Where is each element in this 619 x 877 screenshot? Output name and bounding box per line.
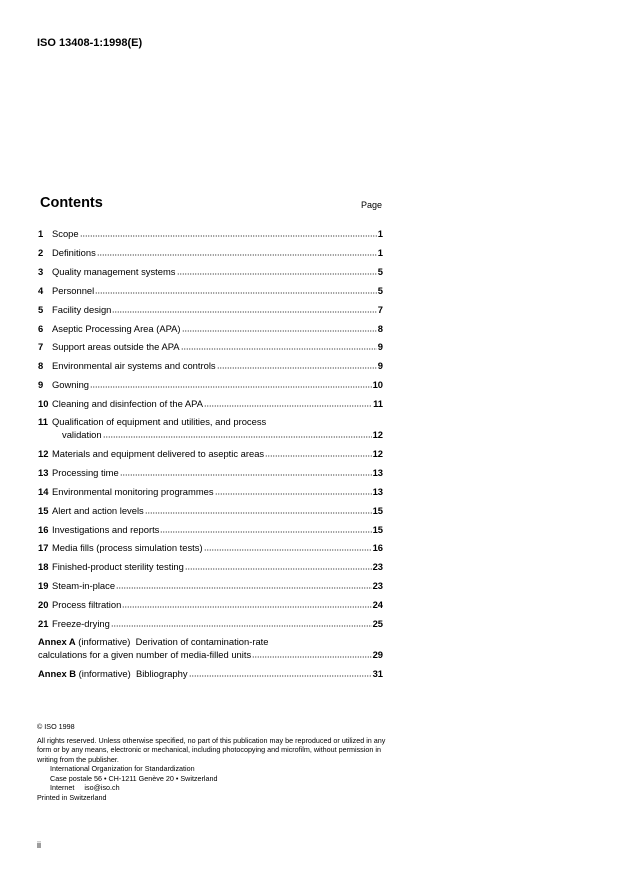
toc-annex-entry[interactable] — [38, 636, 383, 661]
toc-entry-page: 25 — [372, 618, 383, 629]
annex-label: Annex A — [38, 635, 76, 647]
toc-entry-title-cont: validation — [62, 429, 102, 440]
toc-entry-page: 1 — [377, 228, 383, 239]
toc-leader-dots — [265, 447, 371, 457]
toc-entry-title: Quality management systems — [52, 265, 176, 277]
toc-entry[interactable] — [38, 523, 383, 536]
annex-type: (informative) — [78, 635, 131, 647]
toc-entry-number: 2 — [38, 246, 44, 258]
printed-in: Printed in Switzerland — [37, 792, 107, 802]
toc-entry-number: 1 — [38, 228, 44, 239]
toc-entry[interactable] — [38, 284, 383, 297]
toc-entry-page: 23 — [372, 561, 383, 573]
toc-entry[interactable] — [38, 359, 383, 372]
toc-entry-title: Materials and equipment delivered to aseptic areas — [52, 447, 265, 459]
toc-entry-number: 9 — [38, 379, 44, 391]
toc-leader-dots — [181, 340, 377, 350]
toc-entry-page: 13 — [372, 466, 383, 478]
toc-entry-number: 16 — [38, 523, 49, 535]
toc-entry-title: Environmental monitoring programmes — [52, 485, 214, 497]
toc-entry-title: Finished-product sterility testing — [52, 561, 184, 573]
toc-entry-title: Personnel — [52, 284, 95, 296]
toc-entry-title: Aseptic Processing Area (APA) — [52, 322, 181, 334]
toc-leader-dots — [217, 359, 377, 369]
toc-entry-number: 11 — [38, 416, 48, 427]
toc-entry-number: 10 — [38, 398, 49, 410]
toc-entry[interactable] — [38, 485, 383, 498]
toc-entry-number: 8 — [38, 360, 44, 372]
toc-entry[interactable] — [38, 560, 383, 573]
toc-entry-page: 29 — [372, 648, 383, 660]
toc-entry[interactable] — [38, 397, 383, 410]
toc-entry[interactable] — [38, 340, 383, 353]
toc-entry-number: 20 — [38, 599, 49, 611]
toc-entry[interactable] — [38, 322, 383, 335]
annex-title: Bibliography — [135, 667, 188, 679]
toc-entry[interactable] — [38, 227, 383, 240]
toc-leader-dots — [111, 617, 372, 627]
toc-entry[interactable] — [38, 378, 383, 391]
toc-entry[interactable] — [38, 416, 383, 441]
org-internet — [37, 783, 387, 793]
toc-leader-dots — [189, 667, 372, 677]
toc-entry-number: 12 — [38, 447, 49, 459]
toc-entry-page: 12 — [372, 429, 383, 440]
toc-entry-title: Support areas outside the APA — [52, 341, 180, 353]
toc-leader-dots — [103, 428, 372, 438]
toc-leader-dots — [112, 303, 376, 313]
toc-entry-number: 6 — [38, 322, 44, 334]
toc-entry-number: 3 — [38, 265, 44, 277]
toc-entry-page: 5 — [377, 265, 383, 277]
toc-entry-page: 15 — [372, 523, 383, 535]
toc-entry-page: 13 — [372, 485, 383, 497]
toc-entry-title: Media fills (process simulation tests) — [52, 542, 203, 554]
toc-entry-page: 10 — [372, 379, 383, 391]
toc-entry-number: 5 — [38, 303, 44, 315]
toc-leader-dots — [116, 579, 372, 589]
toc-leader-dots — [80, 227, 377, 237]
toc-leader-dots — [204, 397, 372, 407]
toc-entry[interactable] — [38, 541, 383, 554]
toc-entry-title: Facility design — [52, 303, 112, 315]
toc-entry-number: 13 — [38, 466, 49, 478]
toc-entry-page: 9 — [377, 341, 383, 353]
toc-entry-page: 7 — [377, 303, 383, 315]
toc-entry-title: Steam-in-place — [52, 580, 116, 592]
toc-entry-page: 9 — [377, 360, 383, 372]
copyright-line: © ISO 1998 — [37, 722, 75, 731]
toc-leader-dots — [160, 523, 371, 533]
toc-leader-dots — [204, 541, 372, 551]
toc-entry-title: Gowning — [52, 379, 90, 391]
toc-leader-dots — [252, 648, 371, 658]
toc-entry-title: Process filtration — [52, 599, 122, 611]
toc-entry[interactable] — [38, 617, 383, 630]
org-name: International Organization for Standardization — [50, 764, 195, 773]
internet-label: Internet — [50, 783, 75, 792]
toc-entry-page: 8 — [377, 322, 383, 334]
toc-entry[interactable] — [38, 598, 383, 611]
page-number: ii — [37, 840, 41, 850]
toc-entry-number: 21 — [38, 618, 49, 629]
toc-entry-number: 14 — [38, 485, 49, 497]
toc-leader-dots — [182, 322, 377, 332]
annex-title: Derivation of contamination-rate — [135, 635, 269, 647]
toc-entry-number: 4 — [38, 284, 44, 296]
toc-entry[interactable] — [38, 466, 383, 479]
toc-leader-dots — [215, 485, 372, 495]
toc-entry-page: 12 — [372, 447, 383, 459]
document-id: ISO 13408-1:1998(E) — [37, 37, 143, 49]
copyright-notice — [37, 722, 387, 802]
toc-entry[interactable] — [38, 579, 383, 592]
toc-entry-title: Processing time — [52, 466, 119, 478]
toc-entry-title: Definitions — [52, 246, 96, 258]
org-address: Case postale 56 • CH-1211 Genève 20 • Switzerland — [50, 773, 218, 783]
annex-label: Annex B — [38, 667, 77, 679]
page-column-label: Page — [361, 200, 383, 210]
toc-entry-title: Environmental air systems and controls — [52, 360, 216, 372]
toc-entry-title: Freeze-drying — [52, 618, 110, 629]
toc-entry-title: Cleaning and disinfection of the APA — [52, 398, 203, 410]
toc-entry-page: 23 — [372, 580, 383, 592]
toc-leader-dots — [120, 466, 372, 476]
toc-entry-page: 16 — [372, 542, 383, 554]
toc-annex-entry[interactable] — [38, 667, 383, 680]
toc-entry-page: 24 — [372, 599, 383, 611]
toc-entry-number: 15 — [38, 504, 49, 516]
toc-leader-dots — [177, 265, 377, 275]
annex-type: (informative) — [78, 667, 131, 679]
internet-email[interactable]: iso@iso.ch — [84, 783, 120, 792]
toc-entry-page: 1 — [377, 246, 383, 258]
toc-entry-page: 15 — [372, 504, 383, 516]
toc-leader-dots — [90, 378, 372, 388]
toc-entry-number: 19 — [38, 580, 49, 592]
toc-entry[interactable] — [38, 246, 383, 259]
toc-leader-dots — [97, 246, 377, 256]
annex-title-cont: calculations for a given number of media-filled units — [38, 648, 252, 660]
toc-entry-page: 31 — [372, 667, 383, 679]
toc-entry[interactable] — [38, 265, 383, 278]
toc-entry-number: 7 — [38, 341, 44, 353]
toc-entry-title: Qualification of equipment and utilities, and process — [52, 416, 267, 427]
toc-entry-title: Investigations and reports — [52, 523, 160, 535]
toc-entry[interactable] — [38, 447, 383, 460]
toc-entry-number: 18 — [38, 561, 49, 573]
toc-entry-page: 5 — [377, 284, 383, 296]
toc-entry-page: 11 — [373, 398, 383, 410]
toc-leader-dots — [95, 284, 377, 294]
rights-statement: All rights reserved. Unless otherwise specified, no part of this publication may be reproduced or utilized in any form or by any means, electronic or mechanical, including photocopying and microfilm, without permission in writing from the publisher. — [37, 735, 386, 764]
toc-entry-title: Scope — [52, 228, 79, 239]
contents-heading: Contents — [40, 195, 103, 211]
toc-leader-dots — [185, 560, 372, 570]
toc-leader-dots — [122, 598, 371, 608]
toc-entry-title: Alert and action levels — [52, 504, 144, 516]
toc-leader-dots — [145, 504, 372, 514]
toc-entry[interactable] — [38, 303, 383, 316]
toc-entry[interactable] — [38, 504, 383, 517]
toc-entry-number: 17 — [38, 542, 49, 554]
